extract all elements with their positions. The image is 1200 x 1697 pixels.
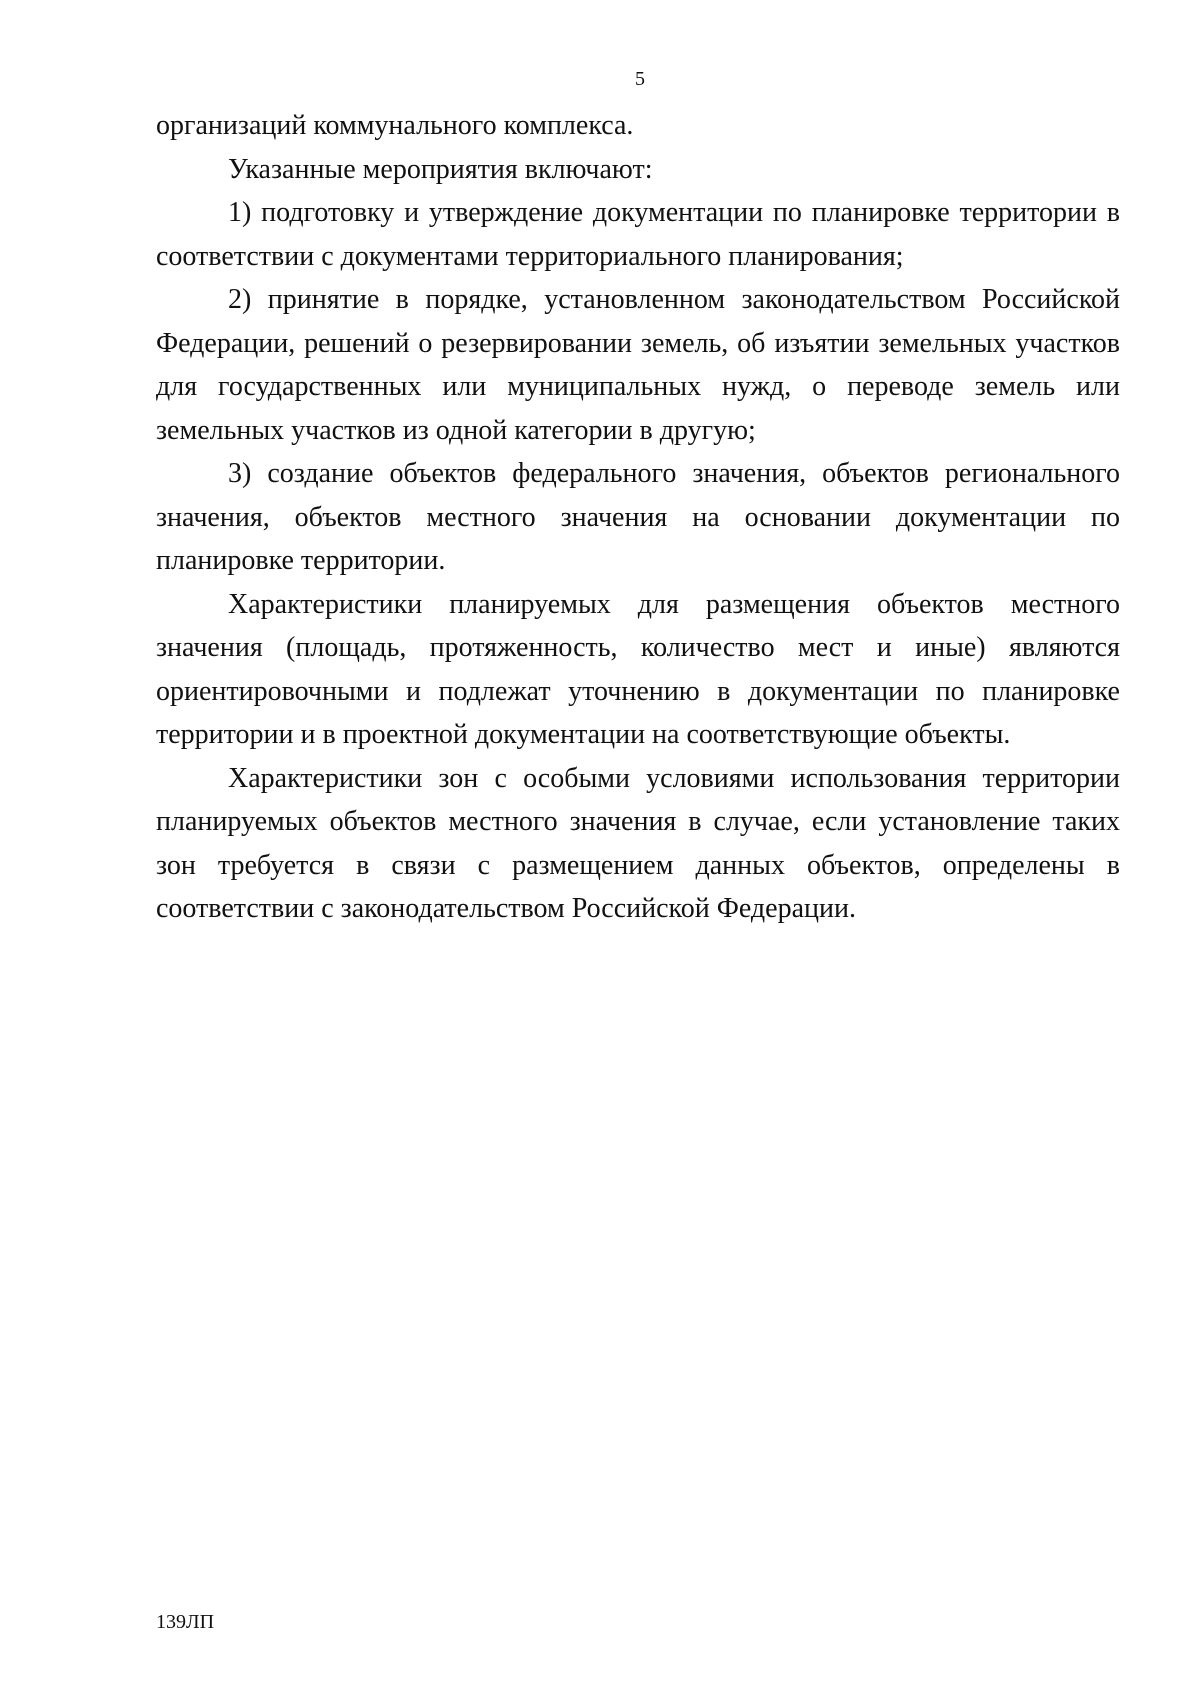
page-number: 5	[635, 68, 645, 90]
paragraph-characteristics-objects: Характеристики планируемых для размещения объектов местного значения (площадь, протяженность, количество мест и иные) являются ориентировочными и подлежат уточнению в документации по планировке территории и в проектной документации на соответствующие объекты.	[156, 588, 1120, 750]
list-item-2: 2) принятие в порядке, установленном законодательством Российской Федерации, решений о резервировании земель, об изъятии земельных участков для государственных или муниципальных нужд, о переводе земель или земельных участков из одной категории в другую;	[156, 284, 1120, 446]
list-item-3: 3) создание объектов федерального значения, объектов регионального значения, объектов местного значения на основании документации по планировке территории.	[156, 458, 1120, 576]
paragraph-characteristics-zones: Характеристики зон с особыми условиями использования территории планируемых объектов местного значения в случае, если установление таких зон требуется в связи с размещением данных объектов, определены в соответствии с законодательством Российской Федерации.	[156, 762, 1120, 924]
document-code: 139ЛП	[156, 1611, 215, 1633]
paragraph-continuation: организаций коммунального комплекса.	[156, 110, 634, 141]
list-item-1: 1) подготовку и утверждение документации по планировке территории в соответствии с документами территориального планирования;	[156, 197, 1120, 272]
document-body	[156, 104, 1120, 931]
paragraph-measures-intro: Указанные мероприятия включают:	[228, 153, 653, 185]
